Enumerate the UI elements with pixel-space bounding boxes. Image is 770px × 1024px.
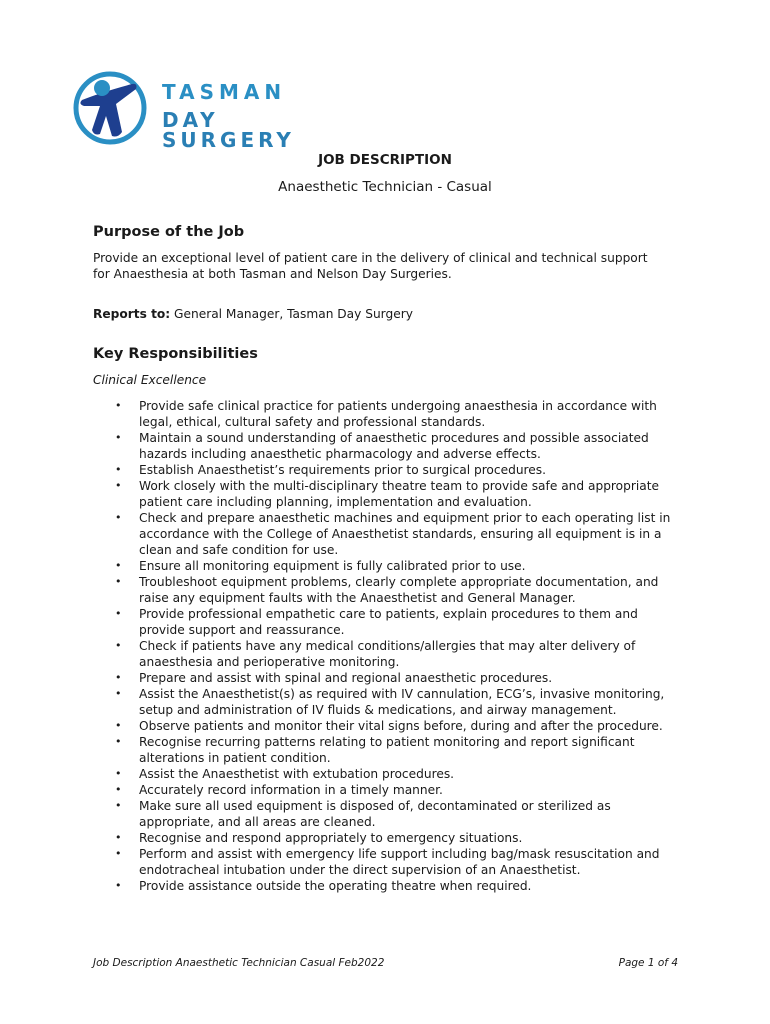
list-item: • Troubleshoot equipment problems, clearly complete appropriate documentation, and raise any equipment faults with the Anaesthetist and General Manager. — [115, 575, 659, 605]
purpose-text: Provide an exceptional level of patient care in the delivery of clinical and technical support for Anaesthesia at both Tasman and Nelson Day Surgeries. — [93, 251, 648, 281]
key-responsibilities-heading: Key Responsibilities — [93, 346, 258, 362]
document-title: JOB DESCRIPTION — [318, 152, 452, 168]
list-item: • Establish Anaesthetist’s requirements prior to surgical procedures. — [115, 463, 547, 477]
list-item: • Prepare and assist with spinal and regional anaesthetic procedures. — [115, 671, 553, 685]
logo-line-1: TASMAN — [162, 80, 287, 104]
list-item: • Accurately record information in a timely manner. — [115, 783, 443, 797]
list-item: • Ensure all monitoring equipment is fully calibrated prior to use. — [115, 559, 526, 573]
document-body — [93, 222, 683, 894]
list-item: • Make sure all used equipment is disposed of, decontaminated or sterilized as appropriate, and all areas are cleaned. — [115, 799, 611, 829]
list-item: • Recognise and respond appropriately to emergency situations. — [115, 831, 523, 845]
reports-to — [93, 306, 683, 322]
logo-figure-icon — [72, 70, 152, 146]
list-item: • Check if patients have any medical conditions/allergies that may alter delivery of anaesthesia and perioperative monitoring. — [115, 639, 636, 669]
purpose-heading: Purpose of the Job — [93, 224, 245, 240]
list-item: • Provide professional empathetic care to patients, explain procedures to them and provide support and reassurance. — [115, 607, 638, 637]
list-item: • Provide assistance outside the operating theatre when required. — [115, 879, 532, 893]
clinical-excellence-subheading: Clinical Excellence — [93, 373, 207, 387]
list-item: • Recognise recurring patterns relating to patient monitoring and report significant alterations in patient condition. — [115, 735, 635, 765]
list-item: • Work closely with the multi-disciplinary theatre team to provide safe and appropriate patient care including planning, implementation and evaluation. — [115, 479, 660, 509]
list-item: • Assist the Anaesthetist with extubation procedures. — [115, 767, 455, 781]
responsibilities-list — [93, 398, 683, 894]
footer-page-number: Page 1 of 4 — [618, 957, 678, 969]
list-item: • Assist the Anaesthetist(s) as required with IV cannulation, ECG’s, invasive monitoring, setup and administration of IV fluids & medications, and airway management. — [115, 687, 665, 717]
list-item: • Check and prepare anaesthetic machines and equipment prior to each operating list in accordance with the College of Anaesthetist standards, ensuring all equipment is in a clean and safe condition for use. — [115, 511, 671, 557]
list-item: • Maintain a sound understanding of anaesthetic procedures and possible associated hazards including anaesthetic pharmacology and adverse effects. — [115, 431, 649, 461]
list-item: • Provide safe clinical practice for patients undergoing anaesthesia in accordance with legal, ethical, cultural safety and professional standards. — [115, 399, 657, 429]
list-item: • Perform and assist with emergency life support including bag/mask resuscitation and endotracheal intubation under the direct supervision of an Anaesthetist. — [115, 847, 660, 877]
document-subtitle: Anaesthetic Technician - Casual — [278, 179, 492, 195]
company-logo — [72, 70, 362, 152]
reports-to-label: Reports to: — [93, 307, 171, 321]
reports-to-value: General Manager, Tasman Day Surgery — [170, 307, 413, 321]
footer-document-name: Job Description Anaesthetic Technician Casual Feb2022 — [93, 957, 385, 969]
list-item: • Observe patients and monitor their vital signs before, during and after the procedure. — [115, 719, 663, 733]
logo-line-2: DAY SURGERY — [162, 108, 295, 152]
